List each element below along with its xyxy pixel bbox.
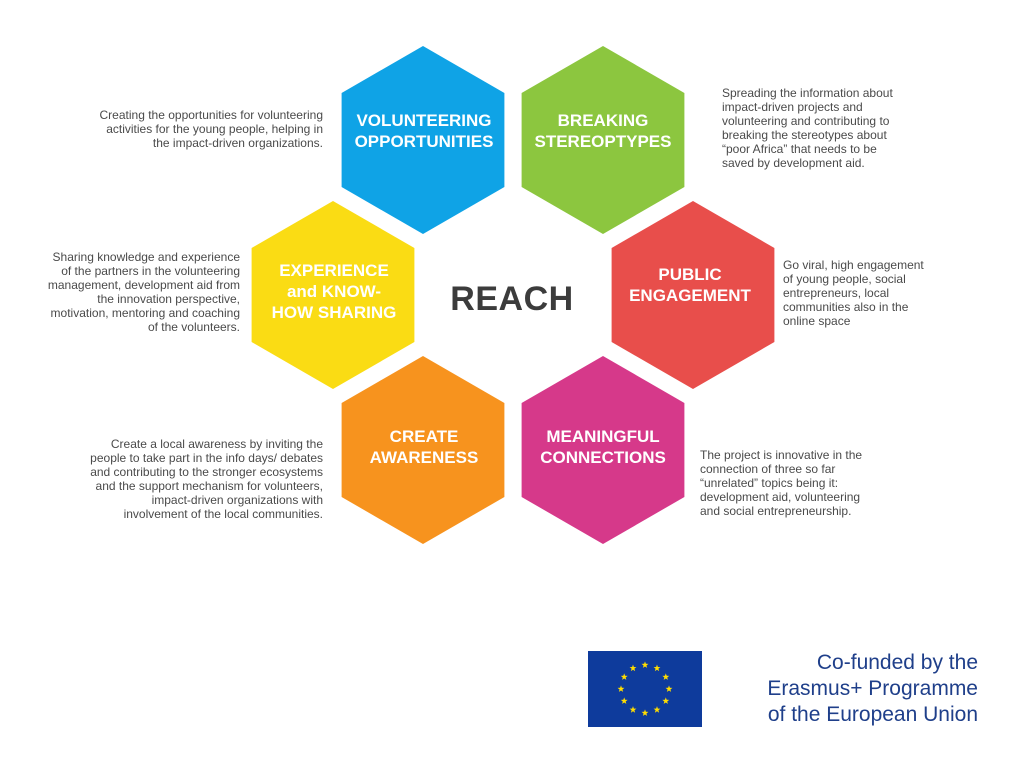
eu-stars: [588, 651, 702, 727]
description-stereotypes: Spreading the information about impact-driven projects and volunteering and contributing to breaking the stereotypes about “poor Africa” that needs to be saved by development aid.: [722, 86, 893, 170]
star-icon: [666, 685, 673, 692]
star-icon: [621, 673, 628, 680]
star-icon: [630, 665, 637, 672]
hexagon-label-stereotypes: BREAKING STEREOPTYPES: [534, 111, 672, 151]
star-icon: [654, 665, 661, 672]
eu-flag-logo: [588, 651, 702, 727]
eu-text-line2: Erasmus+ Programme: [767, 677, 978, 700]
description-experience: Sharing knowledge and experience of the partners in the volunteering management, development aid from the innovation perspective, motivation, mentoring and coaching of the volunteers.: [47, 250, 240, 334]
star-icon: [621, 697, 628, 704]
star-icon: [642, 709, 649, 716]
eu-text-line3: of the European Union: [767, 703, 978, 726]
description-engagement: Go viral, high engagement of young people, social entrepreneurs, local communities also in the online space: [783, 258, 924, 328]
description-connections: The project is innovative in the connection of three so far “unrelated” topics being it: development aid, volunteering and social entrepreneurship.: [700, 448, 863, 518]
hexagon-label-connections: MEANINGFUL CONNECTIONS: [540, 427, 666, 467]
star-icon: [618, 685, 625, 692]
hexagon-label-awareness: CREATE AWARENESS: [369, 427, 479, 467]
eu-funding-text: [718, 650, 978, 728]
hexagon-label-engagement: PUBLIC ENGAGEMENT: [629, 265, 751, 305]
star-icon: [642, 661, 649, 668]
eu-text-line1: Co-funded by the: [816, 651, 978, 674]
center-title: REACH: [450, 280, 574, 318]
hexagon-label-experience: EXPERIENCE and KNOW- HOW SHARING: [271, 261, 397, 322]
star-icon: [662, 697, 669, 704]
description-volunteering: Creating the opportunities for volunteering activities for the young people, helping in the impact-driven organizations.: [99, 108, 323, 150]
description-awareness: Create a local awareness by inviting the people to take part in the info days/ debates and contributing to the stronger ecosystems and the support mechanism for volunteers, impact-driven organizations with involvement of the local communities.: [90, 437, 323, 521]
star-icon: [654, 706, 661, 713]
star-icon: [630, 706, 637, 713]
star-icon: [662, 673, 669, 680]
hexagon-label-volunteering: VOLUNTEERING OPPORTUNITIES: [354, 111, 494, 151]
